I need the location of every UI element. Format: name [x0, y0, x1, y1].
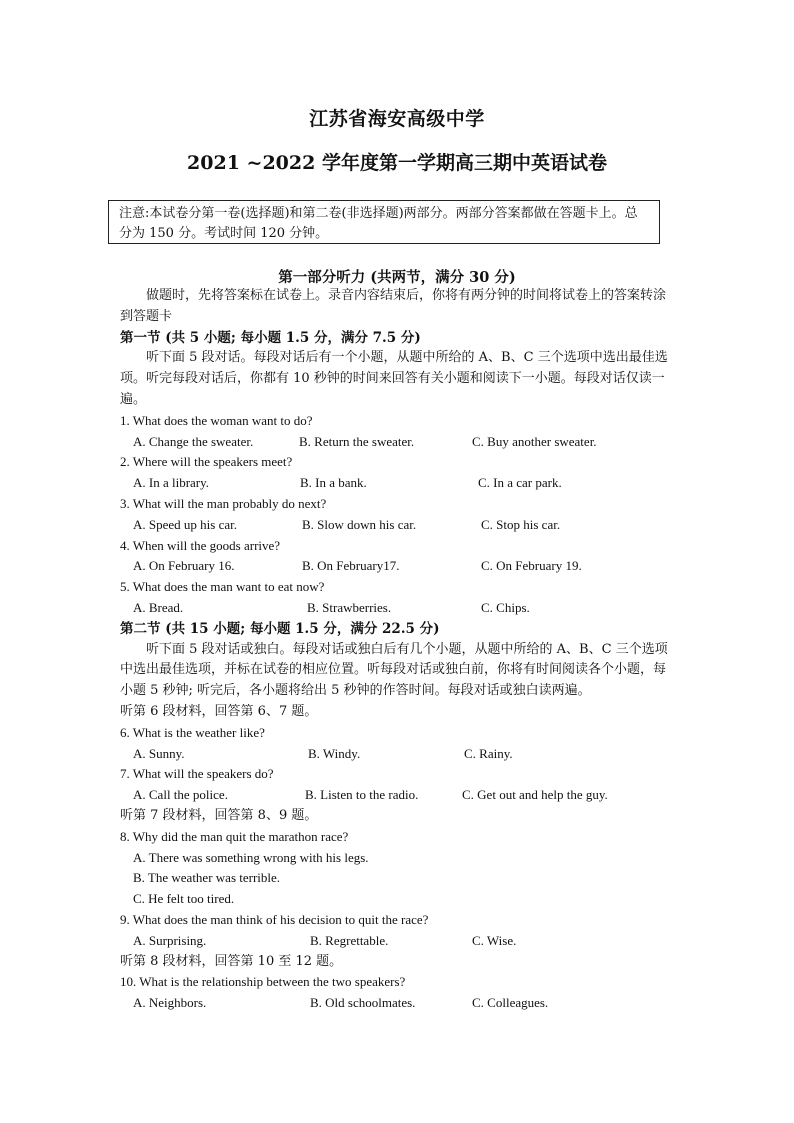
option-a: A. Sunny. — [133, 745, 185, 761]
options-7 — [120, 785, 676, 806]
section2-title: 第二节 (共 15 小题; 每小题 1.5 分，满分 22.5 分) — [120, 620, 440, 637]
option-c: C. Stop his car. — [481, 516, 561, 532]
option-c: C. On February 19. — [481, 558, 582, 574]
option-a: A. Surprising. — [133, 932, 207, 948]
options-6 — [120, 744, 676, 765]
option-a: A. On February 16. — [133, 558, 235, 574]
option-a: A. Bread. — [133, 599, 184, 615]
part1-instruction: 做题时，先将答案标在试卷上。录音内容结束后，你将有两分钟的时间将试卷上的答案转涂到答题卡 — [120, 288, 667, 324]
option-b: B. Old schoolmates. — [310, 995, 416, 1011]
option-b: B. Return the sweater. — [299, 433, 415, 449]
option-c: C. Colleagues. — [472, 995, 549, 1011]
section1-instruction: 听下面 5 段对话。每段对话后有一个小题，从题中所给的 A、B、C 三个选项中选出最佳选项。听完每段对话后，你都有 10 秒钟的时间来回答有关小题和阅读下一小题。每段对话仅读一遍。 — [120, 350, 668, 407]
option-b: B. Strawberries. — [307, 599, 392, 615]
option-a: A. In a library. — [133, 475, 210, 491]
option-a: A. Change the sweater. — [133, 433, 254, 449]
question-8: 8. Why did the man quit the marathon race? — [120, 828, 349, 844]
group-6-label: 听第 6 段材料，回答第 6、7 题。 — [120, 703, 318, 719]
option-c: C. Rainy. — [464, 745, 513, 761]
option-b: B. In a bank. — [300, 475, 367, 491]
question-2: 2. Where will the speakers meet? — [120, 454, 293, 470]
question-3: 3. What will the man probably do next? — [120, 495, 327, 511]
group-8-label: 听第 8 段材料，回答第 10 至 12 题。 — [120, 953, 343, 969]
options-4 — [120, 556, 676, 577]
option-c: C. Chips. — [481, 599, 530, 615]
option-a: A. Speed up his car. — [133, 516, 237, 532]
section1-title: 第一节 (共 5 小题; 每小题 1.5 分，满分 7.5 分) — [120, 329, 421, 346]
option-b: B. The weather was terrible. — [133, 870, 281, 886]
option-b: B. Listen to the radio. — [305, 787, 419, 803]
option-b: B. Regrettable. — [310, 932, 389, 948]
question-7: 7. What will the speakers do? — [120, 766, 274, 782]
notice-box: 注意:本试卷分第一卷(选择题)和第二卷(非选择题)两部分。两部分答案都做在答题卡上。总分为 150 分。考试时间 120 分钟。 — [108, 200, 660, 244]
options-10 — [120, 993, 676, 1014]
options-1 — [120, 432, 676, 453]
section2-instruction: 听下面 5 段对话或独白。每段对话或独白后有几个小题，从题中所给的 A、B、C 三个选项中选出最佳选项，并标在试卷的相应位置。听每段对话或独白前，你将有时间阅读各个小题，每小题 5 秒钟; 听完后，各小题将给出 5 秒钟的作答时间。每段对话或独白读两遍。 — [120, 641, 668, 699]
question-1: 1. What does the woman want to do? — [120, 412, 313, 428]
options-9 — [120, 931, 676, 952]
option-b: B. Windy. — [308, 745, 361, 761]
question-4: 4. When will the goods arrive? — [120, 537, 281, 553]
options-5 — [120, 598, 676, 619]
option-c: C. Get out and help the guy. — [462, 787, 608, 803]
option-b: B. Slow down his car. — [302, 516, 417, 532]
option-a: A. Call the police. — [133, 787, 228, 803]
part1-content — [120, 286, 676, 1014]
option-a: A. Neighbors. — [133, 995, 207, 1011]
options-2 — [120, 473, 676, 494]
question-9: 9. What does the man think of his decision to quit the race? — [120, 911, 429, 927]
option-c: C. Buy another sweater. — [472, 433, 597, 449]
question-5: 5. What does the man want to eat now? — [120, 579, 325, 595]
exam-title: 2021 ~2022 学年度第一学期高三期中英语试卷 — [187, 152, 607, 174]
option-b: B. On February17. — [302, 558, 400, 574]
school-title: 江苏省海安高级中学 — [309, 108, 485, 130]
group-7-label: 听第 7 段材料，回答第 8、9 题。 — [120, 807, 318, 823]
option-c: C. In a car park. — [478, 475, 562, 491]
question-6: 6. What is the weather like? — [120, 724, 265, 740]
option-c: C. Wise. — [472, 932, 517, 948]
question-10: 10. What is the relationship between the two speakers? — [120, 974, 406, 990]
options-3 — [120, 515, 676, 536]
option-a: A. There was something wrong with his legs. — [133, 849, 369, 865]
part1-title: 第一部分听力 (共两节，满分 30 分) — [278, 269, 516, 286]
option-c: C. He felt too tired. — [133, 891, 235, 907]
